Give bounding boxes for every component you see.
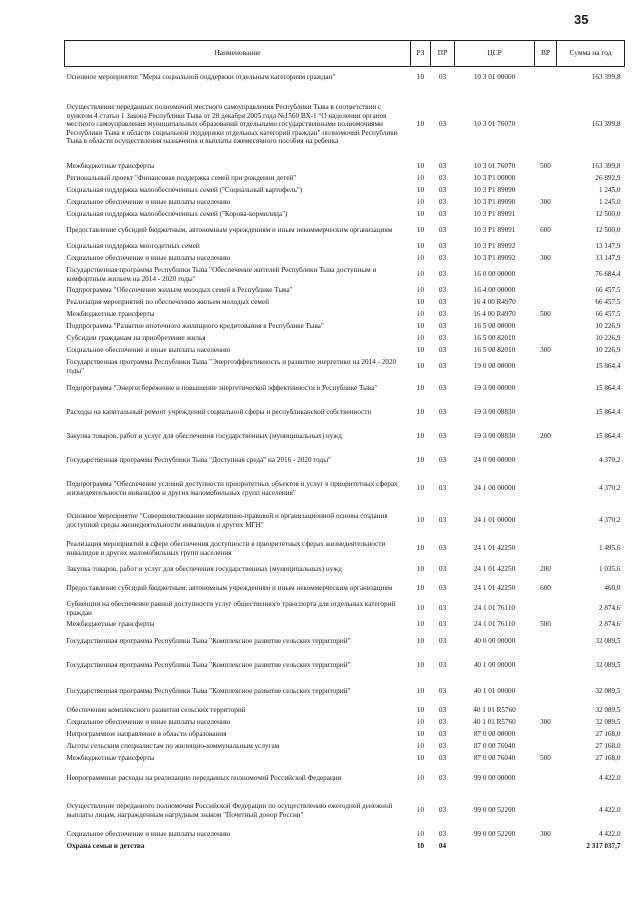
cell-name: Социальное обеспечение и иные выплаты населению xyxy=(66,830,231,839)
cell-sum: 32 089,5 xyxy=(595,718,621,727)
cell-rz: 10 xyxy=(416,310,425,319)
cell-vr: 600 xyxy=(540,584,551,593)
cell-name: Государственная программа Республики Тыва "Обеспечение жителей Республики Тыва доступным и комфортным жильем на 2014 - 2020 годы" xyxy=(66,265,377,283)
table-row xyxy=(65,309,625,321)
table-row xyxy=(65,829,625,841)
cell-sum: 12 500,0 xyxy=(595,210,621,219)
cell-pr: 03 xyxy=(438,174,447,183)
cell-name: Государственная программа Республики Тыва "Комплексное развитие сельских территорий" xyxy=(66,687,351,696)
cell-vr: 300 xyxy=(540,718,551,727)
cell-name: Подпрограмма "Обеспечение условий доступности приоритетных объектов и услуг в приоритетных сферах жизнедеятельности инвалидов и других маломобильных групп населения" xyxy=(66,479,398,497)
cell-pr: 03 xyxy=(438,254,447,263)
table-row xyxy=(65,473,625,505)
cell-sum: 66 457,5 xyxy=(595,298,621,307)
header-pr: ПР xyxy=(431,41,455,67)
cell-sum: 15 864,4 xyxy=(595,432,621,441)
cell-rz: 10 xyxy=(416,334,425,343)
table-row xyxy=(65,793,625,829)
cell-sum: 1 035,6 xyxy=(598,565,621,574)
cell-pr: 03 xyxy=(438,806,447,815)
cell-vr xyxy=(535,729,557,741)
table-row xyxy=(65,253,625,265)
cell-pr: 03 xyxy=(438,706,447,715)
cell-rz: 10 xyxy=(416,565,425,574)
cell-pr: 03 xyxy=(438,774,447,783)
cell-name: Государственная программа Республики Тыва "Доступная среда" на 2016 - 2020 годы" xyxy=(66,456,331,465)
cell-csr: 10 3 P1 89091 xyxy=(473,226,516,235)
cell-name: Реализация мероприятий по обеспечению жильем молодых семей xyxy=(66,298,269,307)
cell-sum: 15 864,4 xyxy=(595,384,621,393)
cell-name: Подпрограмма "Развитие ипотечного жилищного кредитования в Республике Тыва" xyxy=(66,322,324,331)
cell-pr: 03 xyxy=(438,637,447,646)
cell-vr xyxy=(535,765,557,793)
cell-name: Основное мероприятие "Совершенствование нормативно-правовой и организационной основы создания доступной среды жизнедеятельности инвалидов и других МГН" xyxy=(66,511,388,529)
cell-name: Подпрограмма "Энергосбережение и повышение энергетической эффективности в Республике Тыва" xyxy=(66,384,378,393)
cell-sum: 2 874,6 xyxy=(598,604,621,613)
cell-rz: 10 xyxy=(416,456,425,465)
cell-sum: 4 370,2 xyxy=(598,456,621,465)
cell-name: Социальная поддержка малообеспеченных семей ("Корова-кормилица") xyxy=(66,210,288,219)
cell-csr: 10 3 P1 89090 xyxy=(473,186,516,195)
table-row xyxy=(65,173,625,185)
cell-pr: 03 xyxy=(438,346,447,355)
cell-rz: 10 xyxy=(416,346,425,355)
cell-vr xyxy=(535,679,557,705)
cell-vr: 200 xyxy=(540,565,551,574)
table-row xyxy=(65,631,625,653)
cell-sum: 15 864,4 xyxy=(595,408,621,417)
cell-sum: 10 226,9 xyxy=(595,322,621,331)
cell-pr: 03 xyxy=(438,730,447,739)
cell-rz: 10 xyxy=(416,73,425,82)
cell-vr: 500 xyxy=(540,754,551,763)
cell-name: Межбюджетные трансферты xyxy=(66,620,155,629)
cell-vr: 600 xyxy=(540,226,551,235)
cell-rz: 10 xyxy=(416,242,425,251)
cell-vr xyxy=(535,67,557,89)
cell-name: Закупка товаров, работ и услуг для обеспечения государственных (муниципальных) нужд xyxy=(66,565,342,574)
cell-csr: 19 3 00 08830 xyxy=(473,432,516,441)
table-row xyxy=(65,619,625,631)
cell-sum: 32 089,5 xyxy=(595,661,621,670)
cell-vr: 300 xyxy=(540,198,551,207)
table-row xyxy=(65,209,625,221)
cell-pr: 03 xyxy=(438,584,447,593)
table-row xyxy=(65,741,625,753)
cell-sum: 32 089,5 xyxy=(595,706,621,715)
table-row xyxy=(65,345,625,357)
cell-csr: 40 1 01 R5760 xyxy=(473,706,516,715)
cell-rz: 10 xyxy=(416,718,425,727)
cell-csr: 19 3 00 08830 xyxy=(473,408,516,417)
cell-vr xyxy=(535,89,557,161)
cell-pr: 03 xyxy=(438,226,447,235)
cell-rz: 10 xyxy=(416,637,425,646)
header-name: Наименование xyxy=(65,41,411,67)
cell-csr: 24 1 01 42250 xyxy=(473,584,516,593)
cell-vr xyxy=(535,631,557,653)
cell-name: Непрограммное направление в области образования xyxy=(66,730,227,739)
cell-name: Основное мероприятие "Меры социальной поддержки отдельным категориям граждан" xyxy=(66,73,336,82)
cell-rz: 10 xyxy=(416,706,425,715)
cell-csr: 99 0 00 52200 xyxy=(473,830,516,839)
cell-csr: 16 4 00 00000 xyxy=(473,286,516,295)
cell-vr xyxy=(535,401,557,425)
table-row xyxy=(65,197,625,209)
cell-rz: 10 xyxy=(416,544,425,553)
table-row xyxy=(65,265,625,285)
cell-sum: 15 864,4 xyxy=(595,362,621,371)
cell-rz: 10 xyxy=(416,806,425,815)
cell-pr: 03 xyxy=(438,162,447,171)
cell-rz: 10 xyxy=(416,362,425,371)
cell-sum: 13 147,9 xyxy=(595,254,621,263)
cell-rz: 10 xyxy=(416,120,425,129)
cell-vr xyxy=(535,241,557,253)
cell-sum: 4 422,0 xyxy=(598,774,621,783)
table-row xyxy=(65,717,625,729)
cell-sum: 27 168,0 xyxy=(595,730,621,739)
cell-rz: 10 xyxy=(416,584,425,593)
cell-vr xyxy=(535,505,557,537)
cell-csr: 10 3 P1 89092 xyxy=(473,242,516,251)
cell-csr: 10 3 01 76070 xyxy=(473,120,516,129)
cell-name: Предоставление субсидий бюджетным, автономным учреждениям и иным некоммерческим организациям xyxy=(66,584,393,593)
cell-pr: 03 xyxy=(438,362,447,371)
cell-vr: 300 xyxy=(540,346,551,355)
cell-rz: 10 xyxy=(416,210,425,219)
cell-sum: 27 168,0 xyxy=(595,742,621,751)
cell-name: Государственная программа Республики Тыва "Энергоэффективность и развитие энергетики на 2014 - 2020 годы" xyxy=(66,357,397,375)
cell-rz: 10 xyxy=(416,186,425,195)
cell-rz: 10 xyxy=(416,432,425,441)
header-rz: РЗ xyxy=(411,41,431,67)
cell-sum: 2 874,6 xyxy=(598,620,621,629)
header-sum: Сумма на год xyxy=(557,41,625,67)
cell-sum: 4 370,2 xyxy=(598,516,621,525)
table-row xyxy=(65,705,625,717)
cell-name: Льготы сельским специалистам по жилищно-коммунальным услугам xyxy=(66,742,280,751)
page-number: 35 xyxy=(574,12,589,27)
cell-name: Социальная поддержка малообеспеченных семей ("Социальный картофель") xyxy=(66,186,303,195)
cell-sum: 460,0 xyxy=(604,584,621,593)
cell-csr: 24 1 01 00000 xyxy=(473,516,516,525)
table-row xyxy=(65,537,625,561)
table-row xyxy=(65,401,625,425)
cell-pr: 03 xyxy=(438,120,447,129)
table-row xyxy=(65,599,625,619)
cell-sum: 10 226,9 xyxy=(595,334,621,343)
cell-name: Расходы на капитальный ремонт учреждений социальной сферы и республиканской собственности xyxy=(66,408,372,417)
cell-name: Межбюджетные трансферты xyxy=(66,310,155,319)
cell-vr xyxy=(535,599,557,619)
cell-rz: 10 xyxy=(416,162,425,171)
table-row xyxy=(65,297,625,309)
cell-vr xyxy=(535,173,557,185)
cell-pr: 03 xyxy=(438,456,447,465)
cell-name: Непрограммные расходы на реализацию переданных полномочий Российской Федерации xyxy=(66,774,342,783)
cell-csr: 24 1 01 76110 xyxy=(473,620,516,629)
cell-csr: 16 5 00 82010 xyxy=(473,346,516,355)
cell-sum: 26 892,9 xyxy=(595,174,621,183)
cell-vr xyxy=(535,705,557,717)
cell-rz: 10 xyxy=(416,516,425,525)
table-row xyxy=(65,765,625,793)
cell-pr: 03 xyxy=(438,286,447,295)
cell-pr: 03 xyxy=(438,186,447,195)
cell-vr xyxy=(535,265,557,285)
cell-pr: 03 xyxy=(438,73,447,82)
cell-vr xyxy=(535,297,557,309)
cell-csr: 16 4 00 R4970 xyxy=(473,298,516,307)
cell-rz: 10 xyxy=(416,408,425,417)
cell-rz: 10 xyxy=(416,322,425,331)
table-row xyxy=(65,425,625,449)
cell-csr: 99 0 00 52200 xyxy=(473,806,516,815)
cell-pr: 03 xyxy=(438,830,447,839)
cell-name: Социальное обеспечение и иные выплаты населению xyxy=(66,254,231,263)
cell-csr: 24 1 01 42250 xyxy=(473,565,516,574)
cell-pr: 03 xyxy=(438,604,447,613)
cell-name: Региональный проект "Финансовая поддержка семей при рождении детей" xyxy=(66,174,297,183)
cell-sum: 1 495,6 xyxy=(598,544,621,553)
cell-name: Государственная программа Республики Тыва "Комплексное развитие сельских территорий" xyxy=(66,637,351,646)
cell-sum: 163 399,8 xyxy=(591,120,621,129)
cell-vr xyxy=(535,653,557,679)
table-row xyxy=(65,505,625,537)
cell-name: Социальное обеспечение и иные выплаты населению xyxy=(66,346,231,355)
cell-vr xyxy=(535,357,557,377)
cell-rz: 10 xyxy=(416,286,425,295)
cell-sum: 27 168,0 xyxy=(595,754,621,763)
cell-pr: 03 xyxy=(438,298,447,307)
cell-csr: 10 3 01 76070 xyxy=(473,162,516,171)
cell-pr: 03 xyxy=(438,210,447,219)
cell-sum: 32 089,5 xyxy=(595,687,621,696)
cell-pr: 03 xyxy=(438,661,447,670)
cell-pr: 03 xyxy=(438,408,447,417)
cell-name: Государственная программа Республики Тыва "Комплексное развитие сельских территорий" xyxy=(66,661,351,670)
cell-name: Охрана семьи и детства xyxy=(66,842,145,851)
cell-pr: 03 xyxy=(438,242,447,251)
table-row xyxy=(65,679,625,705)
cell-vr xyxy=(535,285,557,297)
cell-rz: 10 xyxy=(416,687,425,696)
cell-sum: 12 500,0 xyxy=(595,226,621,235)
cell-pr: 03 xyxy=(438,484,447,493)
table-row xyxy=(65,579,625,599)
cell-pr: 03 xyxy=(438,322,447,331)
cell-pr: 03 xyxy=(438,270,447,279)
cell-sum: 32 089,5 xyxy=(595,637,621,646)
cell-rz: 10 xyxy=(416,226,425,235)
cell-name: Субвенции на обеспечение равной доступности услуг общественного транспорта для отдельных категорий граждан xyxy=(66,599,396,617)
cell-rz: 10 xyxy=(416,661,425,670)
cell-sum: 4 422,0 xyxy=(598,830,621,839)
cell-name: Реализация мероприятий в сфере обеспечения доступности в приоритетных сферах жизнедеятельности инвалидов и других маломобильных групп населения xyxy=(66,539,386,557)
cell-name: Осуществление переданных полномочий местного самоуправления Республики Тыва в соответствии с пунктом 4 статьи 1 Закона Республики Тыва от 28 декабря 2005 года №1560 ВХ-1 "О наделении органов местного самоуправления муниципальных образований отдельными государственными полномочиями Республики Тыва в области социальной поддержки отдельных категорий граждан" полномочий Республики Тыва в области осуществления назначения и выплаты ежемесячного пособия на ребенка xyxy=(66,102,398,146)
cell-csr: 10 3 P1 89092 xyxy=(473,254,516,263)
cell-vr xyxy=(535,741,557,753)
cell-rz: 10 xyxy=(416,742,425,751)
cell-vr xyxy=(535,473,557,505)
cell-rz: 10 xyxy=(416,384,425,393)
table-row xyxy=(65,321,625,333)
cell-pr: 03 xyxy=(438,334,447,343)
cell-vr xyxy=(535,537,557,561)
cell-vr xyxy=(535,449,557,473)
cell-sum: 10 226,9 xyxy=(595,346,621,355)
cell-name: Закупка товаров, работ и услуг для обеспечения государственных (муниципальных) нужд xyxy=(66,432,342,441)
table-row xyxy=(65,185,625,197)
cell-pr: 03 xyxy=(438,742,447,751)
cell-csr: 16 0 00 00000 xyxy=(473,270,516,279)
cell-sum: 76 684,4 xyxy=(595,270,621,279)
cell-csr: 40 1 01 R5760 xyxy=(473,718,516,727)
cell-vr xyxy=(535,209,557,221)
cell-pr: 03 xyxy=(438,310,447,319)
cell-name: Осуществление переданного полномочия Российской Федерации по осуществлению ежегодной денежной выплаты лицам, награжденным нагрудным знаком "Почетный донор России" xyxy=(66,801,393,819)
cell-vr xyxy=(535,333,557,345)
cell-name: Подпрограмма "Обеспечение жильем молодых семей в Республике Тыва" xyxy=(66,286,293,295)
budget-table xyxy=(64,40,625,853)
table-row xyxy=(65,449,625,473)
cell-vr xyxy=(535,377,557,401)
cell-rz: 10 xyxy=(416,298,425,307)
cell-rz: 10 xyxy=(416,830,425,839)
cell-rz: 10 xyxy=(416,484,425,493)
cell-csr: 19 0 00 00000 xyxy=(473,362,516,371)
cell-rz: 10 xyxy=(416,174,425,183)
cell-csr: 16 5 00 00000 xyxy=(473,322,516,331)
cell-name: Социальное обеспечение и иные выплаты населению xyxy=(66,718,231,727)
cell-pr: 03 xyxy=(438,620,447,629)
cell-csr: 87 0 00 00000 xyxy=(473,730,516,739)
cell-csr: 40 0 00 00000 xyxy=(473,637,516,646)
cell-name: Обеспечение комплексного развития сельских территорий xyxy=(66,706,246,715)
cell-sum: 4 422,0 xyxy=(598,806,621,815)
table-row xyxy=(65,377,625,401)
table-row xyxy=(65,753,625,765)
table-row xyxy=(65,729,625,741)
cell-vr xyxy=(535,793,557,829)
cell-csr: 24 1 01 42250 xyxy=(473,544,516,553)
table-row xyxy=(65,285,625,297)
cell-vr: 300 xyxy=(540,830,551,839)
cell-pr: 04 xyxy=(438,842,447,851)
table-row xyxy=(65,221,625,241)
cell-vr: 200 xyxy=(540,432,551,441)
cell-vr: 500 xyxy=(540,162,551,171)
cell-csr: 19 3 00 00000 xyxy=(473,384,516,393)
cell-vr xyxy=(535,841,557,853)
cell-name: Предоставление субсидий бюджетным, автономным учреждениям и иным некоммерческим организациям xyxy=(66,226,393,235)
cell-sum: 1 245,0 xyxy=(598,186,621,195)
cell-pr: 03 xyxy=(438,516,447,525)
header-csr: ЦСР xyxy=(455,41,535,67)
table-row xyxy=(65,241,625,253)
cell-csr: 10 3 P1 89091 xyxy=(473,210,516,219)
table-row xyxy=(65,89,625,161)
cell-sum: 163 399,8 xyxy=(591,162,621,171)
table-header xyxy=(65,41,625,67)
cell-name: Субсидии гражданам на приобретение жилья xyxy=(66,334,206,343)
cell-rz: 10 xyxy=(416,620,425,629)
cell-csr: 10 3 P1 00000 xyxy=(473,174,516,183)
cell-pr: 03 xyxy=(438,544,447,553)
cell-name: Межбюджетные трансферты xyxy=(66,754,155,763)
cell-pr: 03 xyxy=(438,384,447,393)
cell-sum: 163 399,8 xyxy=(591,73,621,82)
cell-rz: 10 xyxy=(416,604,425,613)
cell-csr: 10 3 P1 89090 xyxy=(473,198,516,207)
cell-pr: 03 xyxy=(438,687,447,696)
cell-sum: 4 370,2 xyxy=(598,484,621,493)
table-row xyxy=(65,161,625,173)
table-row xyxy=(65,357,625,377)
cell-csr: 16 4 00 R4970 xyxy=(473,310,516,319)
cell-csr: 24 0 00 00000 xyxy=(473,456,516,465)
cell-rz: 10 xyxy=(416,270,425,279)
cell-rz: 10 xyxy=(416,254,425,263)
cell-pr: 03 xyxy=(438,718,447,727)
cell-sum: 66 457,5 xyxy=(595,286,621,295)
cell-rz: 10 xyxy=(416,198,425,207)
header-vr: ВР xyxy=(535,41,557,67)
table-body xyxy=(65,67,625,853)
cell-csr: 87 0 00 76040 xyxy=(473,754,516,763)
cell-name: Социальная поддержка многодетных семей xyxy=(66,242,200,251)
cell-pr: 03 xyxy=(438,754,447,763)
cell-csr: 10 3 01 00000 xyxy=(473,73,516,82)
cell-vr xyxy=(535,321,557,333)
cell-name: Социальное обеспечение и иные выплаты населению xyxy=(66,198,231,207)
table-row xyxy=(65,67,625,89)
cell-rz: 10 xyxy=(416,754,425,763)
cell-vr: 500 xyxy=(540,620,551,629)
cell-pr: 03 xyxy=(438,432,447,441)
cell-sum: 66 457,5 xyxy=(595,310,621,319)
cell-csr: 87 0 00 76040 xyxy=(473,742,516,751)
cell-vr xyxy=(535,185,557,197)
table-row xyxy=(65,333,625,345)
cell-pr: 03 xyxy=(438,198,447,207)
cell-rz: 10 xyxy=(416,730,425,739)
cell-vr: 300 xyxy=(540,254,551,263)
cell-name: Межбюджетные трансферты xyxy=(66,162,155,171)
table-row xyxy=(65,653,625,679)
cell-rz: 10 xyxy=(416,842,425,851)
cell-sum: 2 317 037,7 xyxy=(586,842,621,851)
cell-csr xyxy=(455,841,535,853)
cell-csr: 16 5 00 82010 xyxy=(473,334,516,343)
table-row xyxy=(65,561,625,579)
cell-csr: 40 1 00 00000 xyxy=(473,661,516,670)
cell-csr: 40 1 01 00000 xyxy=(473,687,516,696)
cell-csr: 24 1 01 76110 xyxy=(473,604,516,613)
cell-pr: 03 xyxy=(438,565,447,574)
cell-sum: 1 245,0 xyxy=(598,198,621,207)
cell-sum: 13 147,9 xyxy=(595,242,621,251)
cell-csr: 99 0 00 00000 xyxy=(473,774,516,783)
cell-vr: 500 xyxy=(540,310,551,319)
table-row xyxy=(65,841,625,853)
cell-rz: 10 xyxy=(416,774,425,783)
cell-csr: 24 1 00 00000 xyxy=(473,484,516,493)
